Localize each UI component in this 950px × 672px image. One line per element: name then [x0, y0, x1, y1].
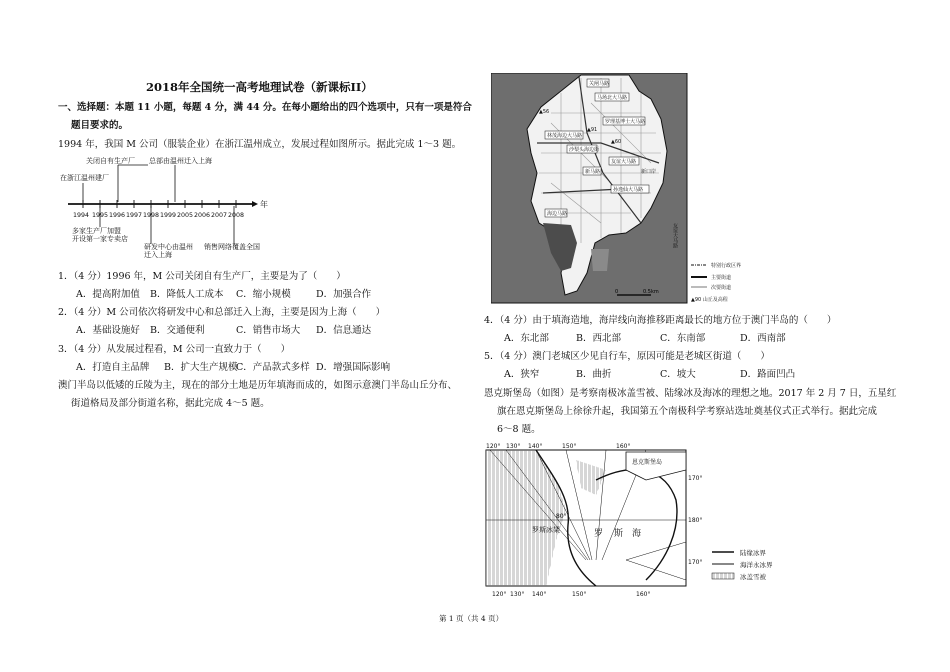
q4-option-d: D．西南部	[740, 333, 786, 344]
q4-option-c: C．东南部	[660, 333, 706, 344]
q3-option-a: A．打造自主品牌	[76, 362, 150, 373]
sea-label: 斯	[614, 529, 624, 539]
page-footer: 第 1 页（共 4 页）	[439, 614, 504, 623]
event-label: 开设第一家专卖店	[72, 235, 128, 243]
q4-option-a: A．东北部	[504, 333, 549, 344]
street-label: 新马路	[585, 169, 601, 175]
legend-label: 陆缘冰界	[740, 549, 766, 557]
section-heading-line2: 题目要求的。	[71, 120, 129, 131]
intro-3-line3: 6～8 题。	[497, 424, 541, 435]
legend-label: 海洋永冰界	[740, 561, 773, 569]
year-label: 2008	[228, 212, 245, 219]
peak-label: ▲91	[587, 127, 598, 133]
lon-label: 120°	[492, 591, 507, 598]
q5-option-a: A．狭窄	[504, 369, 540, 380]
legend-label: 主要街道	[711, 275, 732, 281]
event-label: 总部由温州迁入上海	[149, 157, 212, 165]
intro-3-line2: 旗在恩克斯堡岛上徐徐升起，我国第五个南极科学考察站选址奠基仪式正式举行。据此完成	[497, 406, 878, 417]
antarctic-map	[476, 440, 792, 600]
year-label: 2006	[194, 212, 211, 219]
legend-label: 冰盖雪被	[740, 573, 766, 581]
q1-option-a: A．提高附加值	[76, 289, 140, 300]
intro-2-line1: 澳门半岛以低矮的丘陵为主，现在的部分土地是历年填海而成的，如图示意澳门半岛山丘分布、	[58, 380, 458, 391]
year-label: 2005	[177, 212, 194, 219]
lon-label: 140°	[528, 443, 543, 450]
lon-label: 170°	[688, 475, 703, 482]
street-label: 海边马路	[547, 211, 568, 217]
intro-1: 1994 年，我国 M 公司（服装企业）在浙江温州成立，发展过程如图所示。据此完成 1～3 题。	[58, 139, 462, 150]
year-label: 1998	[143, 212, 160, 219]
year-label: 2007	[211, 212, 228, 219]
peak-label: ▲56	[539, 109, 550, 115]
q2-option-b: B．交通便利	[150, 325, 205, 336]
q5-option-c: C．坡大	[660, 369, 696, 380]
q2-option-a: A．基础设施好	[76, 325, 140, 336]
street-label: 关闸马路	[589, 81, 610, 87]
q3-option-b: B．扩大生产规模	[164, 362, 238, 373]
q3-stem: 3．（4 分）从发展过程看，M 公司一直致力于（ ）	[58, 344, 291, 355]
year-label: 1994	[73, 212, 90, 219]
lon-label: 120°	[486, 443, 501, 450]
q2-option-c: C．销售市场大	[236, 325, 301, 336]
event-label: 在浙江温州建厂	[60, 174, 109, 182]
lon-label: 160°	[636, 591, 651, 598]
q5-option-b: B．曲折	[576, 369, 612, 380]
timeline-figure	[56, 152, 276, 260]
event-label: 迁入上海	[144, 251, 172, 259]
year-label: 1996	[109, 212, 126, 219]
section-heading-line1: 一、选择题：本题 11 小题，每题 4 分，满 44 分。在每小题给出的四个选项中，只有一项是符合	[58, 102, 472, 113]
q2-option-d: D．信息通达	[316, 325, 372, 336]
q2-stem: 2．（4 分）M 公司依次将研发中心和总部迁入上海，主要是因为上海（ ）	[58, 307, 386, 318]
shelf-label: 罗斯冰架	[532, 526, 560, 534]
q1-option-c: C．缩小规模	[236, 289, 291, 300]
legend-label: 特别行政区界	[711, 263, 742, 269]
scale-label: 0	[615, 289, 619, 295]
lon-label: 140°	[532, 591, 547, 598]
street-label: 沙梨头海边街	[569, 147, 600, 153]
street-label: 孙逸仙大马路	[613, 187, 644, 193]
q1-option-b: B．降低人工成本	[150, 289, 224, 300]
q3-option-d: D．增强国际影响	[316, 362, 391, 373]
year-label: 1995	[92, 212, 109, 219]
lon-label: 130°	[510, 591, 525, 598]
lon-label: 130°	[506, 443, 521, 450]
street-label: 友谊大马路	[611, 159, 637, 165]
sea-label: 罗	[594, 529, 604, 539]
axis-unit: 年	[260, 200, 268, 209]
intro-2-line2: 街道格局及部分街道名称，据此完成 4～5 题。	[71, 398, 270, 409]
year-label: 1997	[126, 212, 143, 219]
island-label: 恩克斯堡岛	[632, 459, 663, 466]
year-label: 1999	[160, 212, 177, 219]
lon-label: 150°	[572, 591, 587, 598]
q4-option-b: B．西北部	[576, 333, 621, 344]
scale-label: 0.5km	[643, 289, 659, 295]
lon-label: 160°	[616, 443, 631, 450]
lon-label: 170°	[688, 559, 703, 566]
street-label: 马场北大马路	[597, 95, 628, 101]
legend-label: 次要街道	[711, 285, 732, 291]
q1-stem: 1．（4 分）1996 年，M 公司关闭自有生产厂，主要是为了（ ）	[58, 271, 346, 282]
street-label: 新口岸	[641, 169, 657, 175]
lat-label: 80°	[556, 513, 567, 520]
q1-option-d: D．加强合作	[316, 289, 372, 300]
street-label: 罗理基博士大马路	[605, 119, 646, 125]
legend-label: ▲90 山丘及高程	[691, 297, 728, 303]
page-title: 2018年全国统一高考地理试卷（新课标II）	[146, 80, 373, 94]
event-label: 多家生产厂加盟	[72, 227, 121, 235]
street-label: 友谊大马路	[672, 223, 678, 248]
peak-label: ▲60	[611, 139, 622, 145]
q4-stem: 4．（4 分）由于填海造地，海岸线向海推移距离最长的地方位于澳门半岛的（ ）	[484, 315, 837, 326]
q5-stem: 5．（4 分）澳门老城区少见自行车，原因可能是老城区街道（ ）	[484, 351, 770, 362]
event-label: 关闭自有生产厂	[86, 157, 135, 165]
lon-label: 180°	[688, 517, 703, 524]
event-label: 研发中心由温州	[144, 243, 193, 251]
lon-label: 150°	[562, 443, 577, 450]
q5-option-d: D．路面凹凸	[740, 369, 796, 380]
macau-map	[491, 73, 791, 305]
event-label: 销售网络覆盖全国	[204, 243, 260, 251]
sea-label: 海	[632, 529, 642, 539]
q3-option-c: C．产品款式多样	[236, 362, 310, 373]
intro-3-line1: 恩克斯堡岛（如图）是考察南极冰盖雪被、陆缘冰及海冰的理想之地。2017 年 2 月 7 日，五星红	[484, 388, 897, 399]
street-label: 林茂海边大马路	[547, 133, 583, 139]
